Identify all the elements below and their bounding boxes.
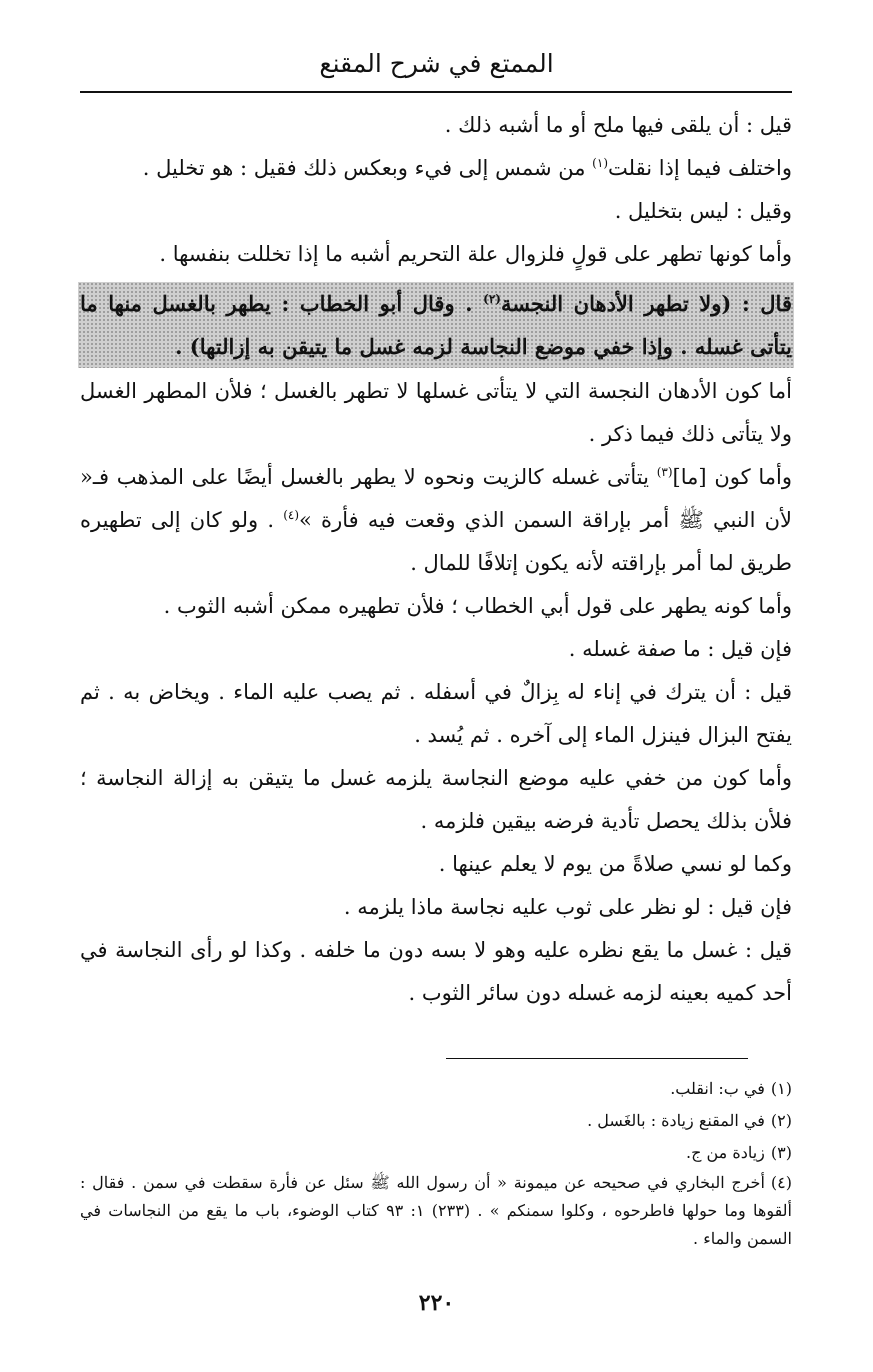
- footnote-ref-4[interactable]: (٤): [283, 508, 300, 522]
- paragraph-8: فإن قيل : ما صفة غسله .: [568, 637, 792, 661]
- paragraph-2-text-a: واختلف فيما إذا نقلت: [608, 156, 792, 180]
- matn-quote-block: [78, 282, 794, 368]
- footnote-ref-3[interactable]: (٣): [656, 465, 673, 479]
- paragraph-5: أما كون الأدهان النجسة التي لا يتأتى غسلها لا تطهر بالغسل ؛ فلأن المطهر الغسل ولا يتأتى ذلك فيما ذكر .: [80, 379, 792, 446]
- paragraph-6: [80, 456, 792, 585]
- footnote-number: (٤): [770, 1173, 792, 1192]
- footnote-text: زيادة من ج.: [686, 1143, 765, 1162]
- footnote-ref-1[interactable]: (١): [592, 156, 608, 170]
- footnote-ref-2[interactable]: (٢): [483, 292, 501, 306]
- quote-text-b: . وقال أبو الخطاب : يطهر بالغسل منها ما يتأتى غسله . وإذا خفي موضع النجاسة لزمه غسل ما يتيقن به إزالتها) .: [80, 291, 792, 359]
- footnote-number: (٢): [770, 1111, 792, 1130]
- quote-text-a: قال : (ولا تطهر الأدهان النجسة: [500, 291, 792, 316]
- paragraph-11: وكما لو نسي صلاةً من يوم لا يعلم عينها .: [438, 852, 792, 876]
- footnote-1: [80, 1073, 792, 1105]
- footnotes-section: [80, 1073, 792, 1253]
- paragraph-3: وقيل : ليس بتخليل .: [614, 199, 792, 223]
- page-number: ٢٢٠: [418, 1290, 455, 1316]
- paragraph-9: قيل : أن يترك في إناء له بِزالٌ في أسفله . ثم يصب عليه الماء . ويخاض به . ثم يفتح البزال فينزل الماء إلى آخره . ثم يُسد .: [80, 680, 792, 747]
- footnote-3: [80, 1137, 792, 1169]
- paragraph-2-text-b: من شمس إلى فيء وبعكس ذلك فقيل : هو تخليل .: [142, 156, 593, 180]
- footnote-4: [80, 1169, 792, 1253]
- footnote-text: في ب: انقلب.: [670, 1079, 765, 1098]
- footnote-text: أخرج البخاري في صحيحه عن ميمونة « أن رسول الله ﷺ سئل عن فأرة سقطت في سمن . فقال : ألقوها وما حولها فاطرحوه ، وكلوا سمنكم » . (٢٣٣) ١: ٩٣ كتاب الوضوء، باب ما يقع من النجاسات في السمن والماء .: [80, 1173, 792, 1248]
- paragraph-6-text-a: وأما كون [ما]: [672, 465, 792, 489]
- footnote-number: (٣): [770, 1143, 792, 1162]
- paragraph-7: وأما كونه يطهر على قول أبي الخطاب ؛ فلأن تطهيره ممكن أشبه الثوب .: [163, 594, 792, 618]
- footnote-2: [80, 1105, 792, 1137]
- footnote-text: في المقنع زيادة : بالغَسل .: [587, 1111, 765, 1130]
- paragraph-6-text-c: . ولو كان إلى تطهيره طريق لما أمر بإراقته لأنه يكون إتلافًا للمال .: [80, 508, 792, 575]
- footnote-divider: [446, 1058, 748, 1059]
- main-text: [80, 104, 792, 1015]
- page-header-title: الممتع في شرح المقنع: [319, 49, 554, 78]
- paragraph-1: قيل : أن يلقى فيها ملح أو ما أشبه ذلك .: [444, 113, 792, 137]
- paragraph-2: [80, 147, 792, 190]
- paragraph-6-text-b: يتأتى غسله كالزيت ونحوه لا يطهر بالغسل أيضًا على المذهب فـ« لأن النبي ﷺ أمر بإراقة السمن الذي وقعت فيه فأرة »: [80, 465, 792, 532]
- paragraph-13: قيل : غسل ما يقع نظره عليه وهو لا بسه دون ما خلفه . وكذا لو رأى النجاسة في أحد كميه بعينه لزمه غسله دون سائر الثوب .: [80, 938, 792, 1005]
- paragraph-12: فإن قيل : لو نظر على ثوب عليه نجاسة ماذا يلزمه .: [343, 895, 792, 919]
- paragraph-4: وأما كونها تطهر على قولٍ فلزوال علة التحريم أشبه ما إذا تخللت بنفسها .: [159, 242, 792, 266]
- paragraph-10: وأما كون من خفي عليه موضع النجاسة يلزمه غسل ما يتيقن به إزالة النجاسة ؛ فلأن بذلك يحصل تأدية فرضه بيقين فلزمه .: [80, 766, 792, 833]
- footnote-number: (١): [770, 1079, 792, 1098]
- header-divider: [80, 91, 792, 93]
